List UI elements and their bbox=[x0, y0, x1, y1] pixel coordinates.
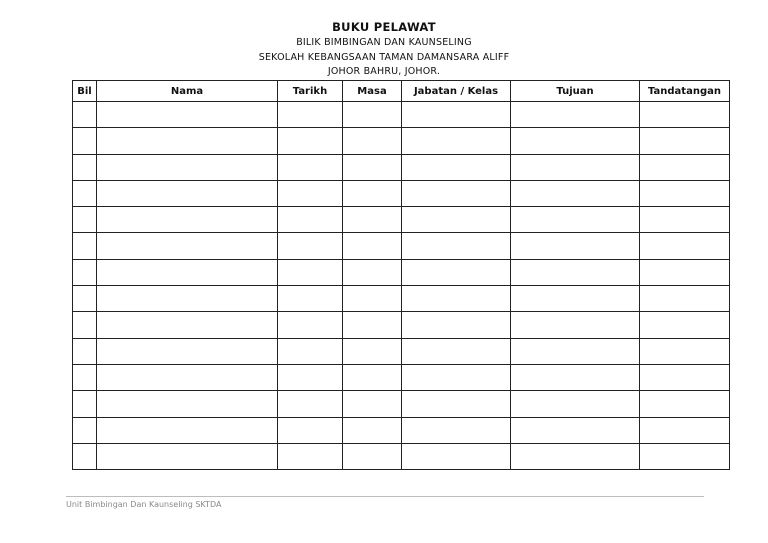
table-cell bbox=[343, 180, 402, 206]
table-cell bbox=[73, 128, 97, 154]
column-header-jabatan-kelas: Jabatan / Kelas bbox=[402, 81, 511, 102]
table-cell bbox=[511, 312, 640, 338]
subtitle-school: SEKOLAH KEBANGSAAN TAMAN DAMANSARA ALIFF bbox=[258, 51, 510, 63]
table-cell bbox=[97, 338, 278, 364]
subtitle-location: JOHOR BAHRU, JOHOR. bbox=[327, 66, 441, 77]
table-cell bbox=[343, 207, 402, 233]
table-cell bbox=[343, 312, 402, 338]
table-cell bbox=[73, 286, 97, 312]
table-cell bbox=[97, 259, 278, 285]
table-cell bbox=[402, 338, 511, 364]
table-cell bbox=[97, 443, 278, 469]
table-cell bbox=[511, 391, 640, 417]
table-header-row bbox=[73, 81, 730, 102]
table-cell bbox=[278, 443, 343, 469]
table-cell bbox=[511, 180, 640, 206]
table-cell bbox=[343, 128, 402, 154]
table-cell bbox=[640, 286, 730, 312]
table-cell bbox=[343, 338, 402, 364]
table-cell bbox=[511, 207, 640, 233]
table-cell bbox=[511, 286, 640, 312]
table-row bbox=[73, 338, 730, 364]
table-row bbox=[73, 312, 730, 338]
table-cell bbox=[640, 259, 730, 285]
table-row bbox=[73, 417, 730, 443]
table-cell bbox=[402, 154, 511, 180]
table-cell bbox=[402, 259, 511, 285]
table-cell bbox=[278, 312, 343, 338]
column-header-tarikh: Tarikh bbox=[278, 81, 343, 102]
table-cell bbox=[278, 391, 343, 417]
table-cell bbox=[640, 207, 730, 233]
table-cell bbox=[640, 128, 730, 154]
column-header-bil: Bil bbox=[73, 81, 97, 102]
table-cell bbox=[97, 180, 278, 206]
table-row bbox=[73, 233, 730, 259]
table-cell bbox=[97, 128, 278, 154]
table-row bbox=[73, 364, 730, 390]
table-cell bbox=[97, 102, 278, 128]
table-cell bbox=[73, 233, 97, 259]
table-cell bbox=[73, 338, 97, 364]
table-cell bbox=[73, 259, 97, 285]
table-cell bbox=[640, 102, 730, 128]
table-cell bbox=[402, 417, 511, 443]
table-cell bbox=[640, 391, 730, 417]
table-cell bbox=[97, 417, 278, 443]
table-cell bbox=[73, 364, 97, 390]
table-cell bbox=[97, 364, 278, 390]
table-cell bbox=[278, 417, 343, 443]
table-cell bbox=[343, 443, 402, 469]
column-header-masa: Masa bbox=[343, 81, 402, 102]
table-cell bbox=[402, 443, 511, 469]
table-cell bbox=[402, 102, 511, 128]
table-cell bbox=[640, 364, 730, 390]
table-row bbox=[73, 259, 730, 285]
table-cell bbox=[278, 233, 343, 259]
table-cell bbox=[73, 417, 97, 443]
table-cell bbox=[278, 259, 343, 285]
table-cell bbox=[511, 233, 640, 259]
table-cell bbox=[73, 391, 97, 417]
table-cell bbox=[511, 128, 640, 154]
table-cell bbox=[402, 286, 511, 312]
table-cell bbox=[73, 312, 97, 338]
table-cell bbox=[640, 443, 730, 469]
table-cell bbox=[402, 233, 511, 259]
table-row bbox=[73, 443, 730, 469]
subtitle-office: BILIK BIMBINGAN DAN KAUNSELING bbox=[296, 37, 472, 48]
table-cell bbox=[343, 391, 402, 417]
table-cell bbox=[402, 207, 511, 233]
table-cell bbox=[343, 286, 402, 312]
table-cell bbox=[343, 233, 402, 259]
table-cell bbox=[343, 154, 402, 180]
table-cell bbox=[278, 154, 343, 180]
table-body bbox=[73, 102, 730, 470]
footer-divider bbox=[66, 496, 704, 497]
table-cell bbox=[402, 180, 511, 206]
table-row bbox=[73, 102, 730, 128]
table-cell bbox=[343, 364, 402, 390]
table-cell bbox=[73, 180, 97, 206]
column-header-nama: Nama bbox=[97, 81, 278, 102]
table-row bbox=[73, 128, 730, 154]
table-cell bbox=[97, 391, 278, 417]
table-cell bbox=[278, 102, 343, 128]
table-row bbox=[73, 207, 730, 233]
table-row bbox=[73, 391, 730, 417]
table-cell bbox=[640, 338, 730, 364]
document-header bbox=[0, 20, 768, 80]
table-cell bbox=[278, 207, 343, 233]
table-cell bbox=[73, 154, 97, 180]
document-title: BUKU PELAWAT bbox=[332, 20, 436, 34]
visitor-log-table bbox=[72, 80, 730, 470]
table-cell bbox=[640, 154, 730, 180]
table-cell bbox=[402, 391, 511, 417]
table-cell bbox=[73, 102, 97, 128]
table-cell bbox=[511, 338, 640, 364]
table-row bbox=[73, 180, 730, 206]
table-cell bbox=[343, 102, 402, 128]
table-cell bbox=[97, 233, 278, 259]
table-cell bbox=[278, 180, 343, 206]
table-cell bbox=[511, 364, 640, 390]
table-cell bbox=[511, 259, 640, 285]
table-cell bbox=[73, 207, 97, 233]
table-cell bbox=[511, 154, 640, 180]
table-cell bbox=[343, 417, 402, 443]
table-cell bbox=[511, 102, 640, 128]
table-cell bbox=[511, 417, 640, 443]
table-cell bbox=[97, 286, 278, 312]
table-cell bbox=[640, 233, 730, 259]
table-cell bbox=[402, 128, 511, 154]
table-cell bbox=[278, 364, 343, 390]
table-cell bbox=[343, 259, 402, 285]
table-cell bbox=[278, 286, 343, 312]
footer-text: Unit Bimbingan Dan Kaunseling SKTDA bbox=[66, 500, 222, 509]
table-cell bbox=[278, 128, 343, 154]
table-row bbox=[73, 286, 730, 312]
table-cell bbox=[640, 417, 730, 443]
table-cell bbox=[511, 443, 640, 469]
table-cell bbox=[97, 207, 278, 233]
table-cell bbox=[97, 154, 278, 180]
table-cell bbox=[278, 338, 343, 364]
table-cell bbox=[640, 180, 730, 206]
table-cell bbox=[97, 312, 278, 338]
column-header-tandatangan: Tandatangan bbox=[640, 81, 730, 102]
table-cell bbox=[402, 364, 511, 390]
table-cell bbox=[402, 312, 511, 338]
table-row bbox=[73, 154, 730, 180]
column-header-tujuan: Tujuan bbox=[511, 81, 640, 102]
table-cell bbox=[640, 312, 730, 338]
table-cell bbox=[73, 443, 97, 469]
